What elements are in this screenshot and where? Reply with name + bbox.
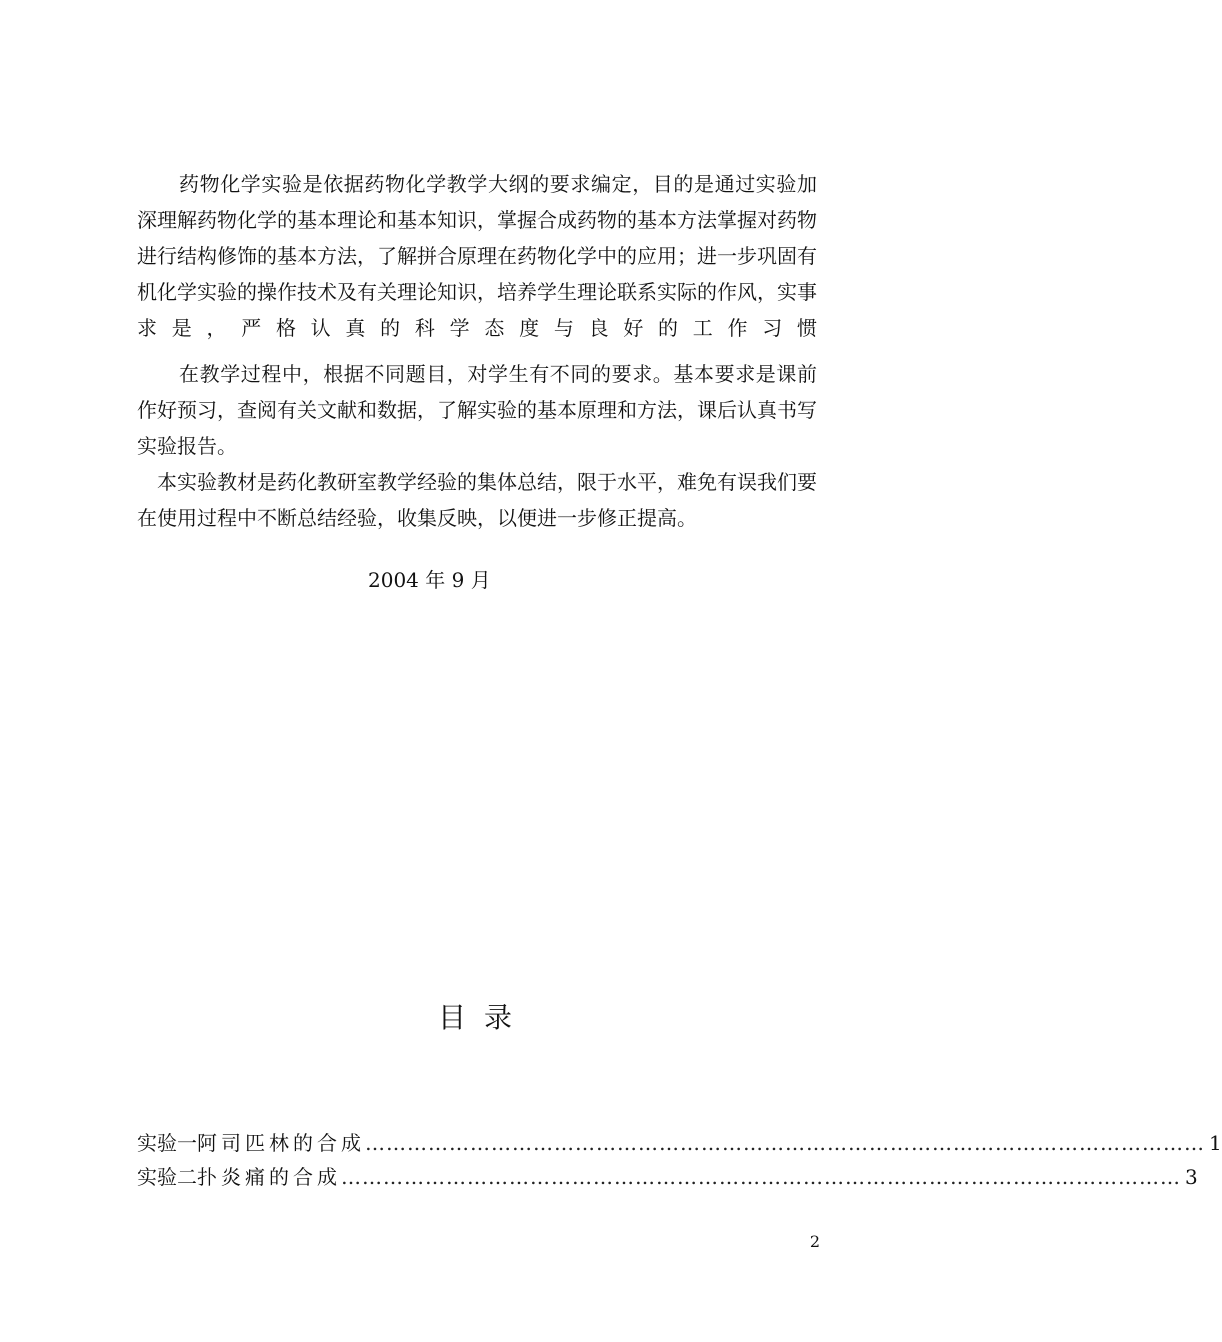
preface-date: 2004 年 9 月 — [368, 568, 491, 592]
toc-entry[interactable] — [137, 1126, 1222, 1160]
table-of-contents — [137, 1126, 1222, 1194]
toc-entry-label: 实验一 — [137, 1131, 197, 1155]
toc-entry-name: 阿司匹林的合成 — [197, 1131, 365, 1155]
page-number: 2 — [809, 1232, 820, 1251]
toc-entry-page: 1 — [1209, 1131, 1222, 1155]
preface-paragraph-3: 本实验教材是药化教研室教学经验的集体总结，限于水平，难免有误我们要在使用过程中不断总结经验，收集反映，以便进一步修正提高。 — [137, 470, 817, 530]
toc-entry[interactable] — [137, 1160, 1198, 1194]
toc-entry-label: 实验二 — [137, 1165, 197, 1189]
preface-paragraph-1: 药物化学实验是依据药物化学教学大纲的要求编定，目的是通过实验加深理解药物化学的基本理论和基本知识，掌握合成药物的基本方法掌握对药物进行结构修饰的基本方法，了解拼合原理在药物化学中的应用；进一步巩固有机化学实验的操作技术及有关理论知识，培养学生理论联系实际的作风，实事求是，严格认真的科学态度与良好的工作习惯 — [137, 172, 817, 340]
toc-leader-dots: ………………………………………………………………………………………………………… — [341, 1165, 1181, 1189]
preface-paragraph-2: 在教学过程中，根据不同题目，对学生有不同的要求。基本要求是课前作好预习，查阅有关文献和数据，了解实验的基本原理和方法，课后认真书写实验报告。 — [137, 362, 817, 458]
toc-entry-page: 3 — [1185, 1165, 1198, 1189]
toc-leader-dots: ………………………………………………………………………………………………………… — [365, 1131, 1205, 1155]
toc-entry-name: 扑炎痛的合成 — [197, 1165, 341, 1189]
toc-title: 目录 — [437, 1001, 530, 1034]
preface — [137, 166, 817, 536]
